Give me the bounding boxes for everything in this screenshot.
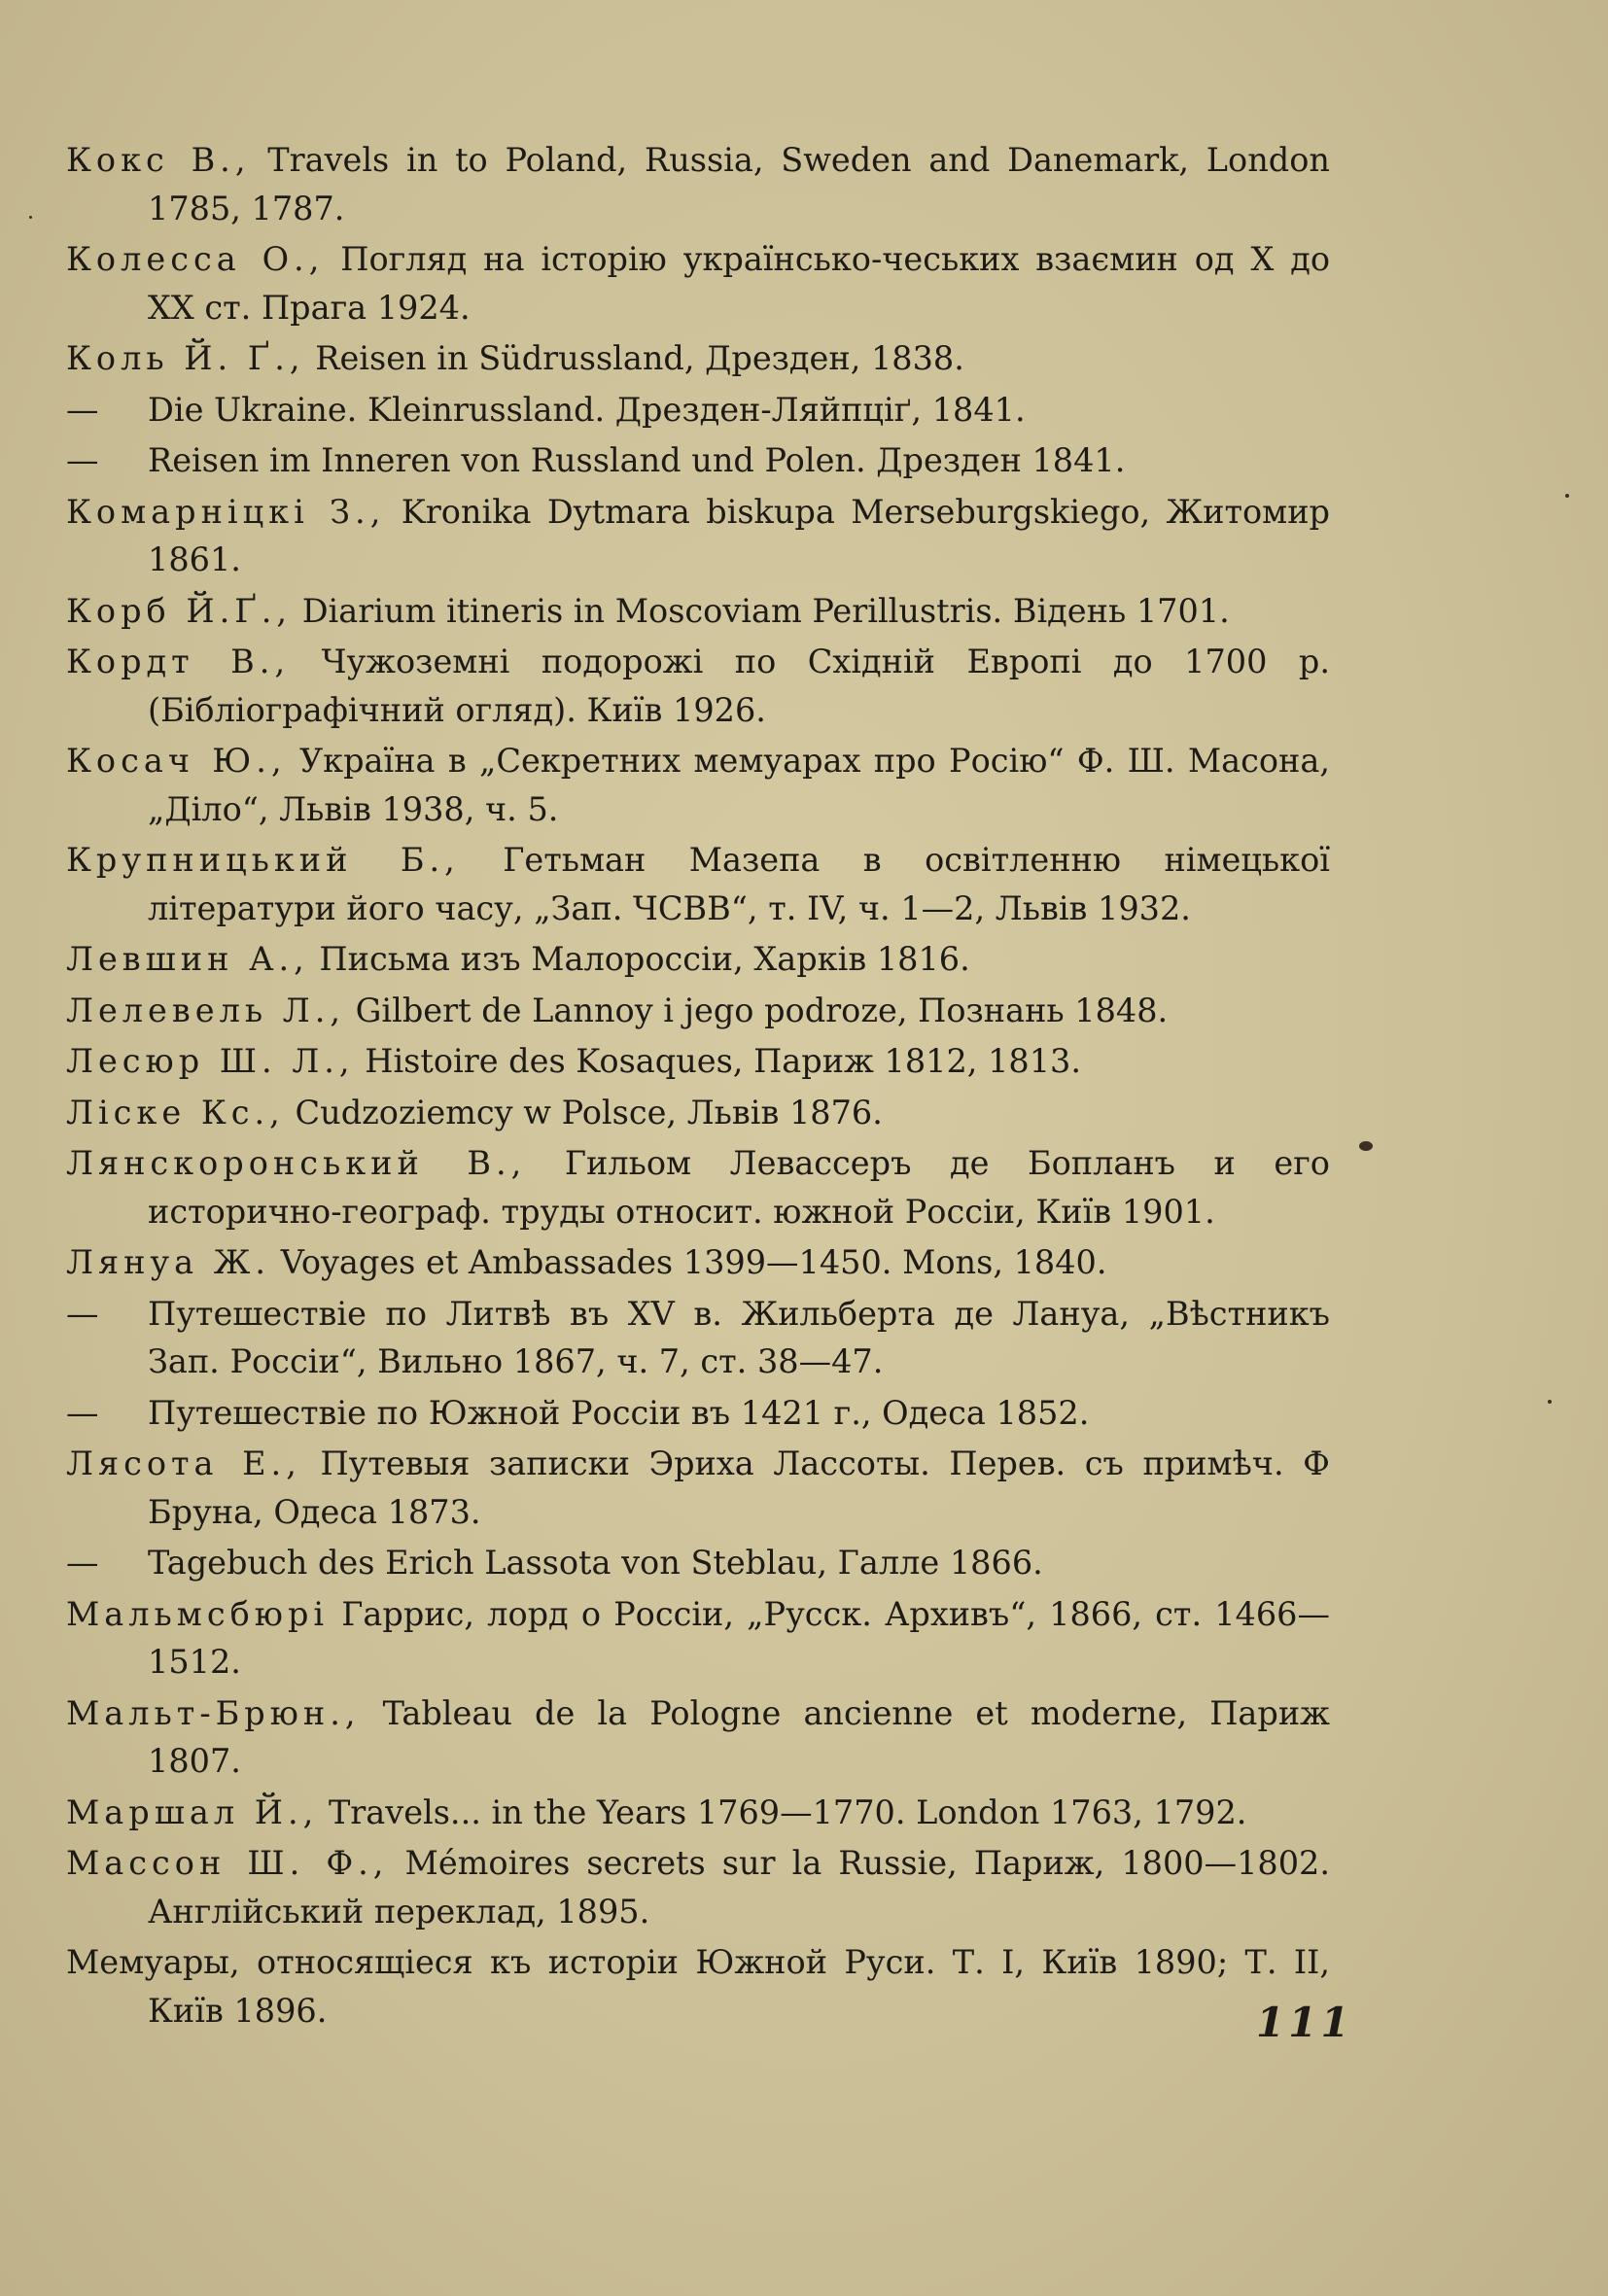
entry-text: Путевыя записки Эриха Лассоты. Перев. съ примѣч. Ф Бруна, Одеса 1873.: [148, 1444, 1330, 1531]
bibliography-entry: [66, 1590, 1330, 1687]
entry-text: Travels... in the Years 1769—1770. London 1763, 1792.: [328, 1792, 1247, 1831]
entry-author: Мальт-Брюн.,: [66, 1693, 361, 1732]
entry-text: Mémoires secrets sur la Russie, Париж, 1800—1802. Англійський переклад, 1895.: [148, 1844, 1330, 1931]
entry-author: Лянскоронський В.,: [66, 1144, 527, 1182]
bibliography-entry: [66, 488, 1330, 584]
entry-text: Diarium itineris in Moscoviam Perillustris. Відень 1701.: [301, 591, 1230, 630]
entry-author: Ліске Кс.,: [66, 1093, 285, 1131]
bibliography-entry: [66, 935, 1330, 984]
bibliography-entry: [66, 334, 1330, 383]
entry-text: Путешествіе по Южной Россіи въ 1421 г., Одеса 1852.: [148, 1393, 1090, 1432]
bibliography-entry: [66, 638, 1330, 734]
bibliography-entry: [66, 1139, 1330, 1235]
bibliography-entry: [66, 1938, 1330, 2035]
bibliography-entry: [66, 1440, 1330, 1536]
bibliography-entry: [66, 836, 1330, 932]
entry-text: Tableau de la Pologne ancienne et moderne, Париж 1807.: [148, 1693, 1330, 1780]
entry-text: Гетьман Мазепа в освітленню німецької літератури його часу, „Зап. ЧСВВ“, т. IV, ч. 1—2, Львів 1932.: [148, 841, 1330, 927]
entry-author: Крупницький Б.,: [66, 841, 460, 879]
bibliography-entry: [66, 1238, 1330, 1287]
bibliography-entry: [66, 987, 1330, 1035]
ink-speck: [1565, 494, 1569, 498]
bibliography-entry: [66, 1789, 1330, 1837]
entry-author: Левшин А.,: [66, 940, 309, 978]
entry-text: Die Ukraine. Kleinrussland. Дрезден-Ляйпціґ, 1841.: [148, 390, 1026, 429]
ditto-dash: —: [66, 1393, 99, 1432]
bibliography-entry: [66, 1089, 1330, 1137]
bibliography-entry: [66, 1689, 1330, 1786]
bibliography-entry: [66, 386, 1330, 435]
entry-author: Кордт В.,: [66, 643, 291, 680]
entry-text: Cudzoziemcy w Polsce, Львів 1876.: [295, 1093, 883, 1131]
entry-text: Гаррис, лорд о Россіи, „Русск. Архивъ“, 1866, ст. 1466—1512.: [148, 1594, 1330, 1681]
bibliography-entry: [66, 737, 1330, 833]
bibliography-entry: [66, 1037, 1330, 1086]
entry-author: Массон Ш. Ф.,: [66, 1844, 389, 1882]
entry-text: Histoire des Kosaques, Париж 1812, 1813.: [365, 1042, 1081, 1080]
entry-text: Kronika Dytmara biskupa Merseburgskiego, Житомир 1861.: [148, 492, 1330, 578]
entry-author: Лясота Е.,: [66, 1444, 301, 1482]
entry-text: Письма изъ Малороссіи, Харків 1816.: [319, 940, 970, 978]
entry-text: Tagebuch des Erich Lassota von Steblau, Галле 1866.: [148, 1544, 1043, 1582]
ink-speck: [1548, 1400, 1552, 1404]
entry-author: Кокс В.,: [66, 141, 251, 179]
entry-author: Лелевель Л.,: [66, 991, 345, 1029]
entry-text: Мемуары, относящіеся къ исторіи Южной Руси. Т. I, Київ 1890; Т. II, Київ 1896.: [66, 1943, 1330, 2030]
ink-speck: [29, 216, 32, 219]
bibliography-list: [66, 136, 1330, 2037]
entry-author: Комарніцкі З.,: [66, 492, 386, 531]
bibliography-entry: [66, 436, 1330, 485]
ink-speck: [1359, 1141, 1373, 1151]
ditto-dash: —: [66, 1294, 99, 1333]
ditto-dash: —: [66, 1544, 99, 1582]
entry-author: Лесюр Ш. Л.,: [66, 1042, 355, 1080]
entry-text: Україна в „Секретних мемуарах про Росію“ Ф. Ш. Масона, „Діло“, Львів 1938, ч. 5.: [148, 742, 1330, 828]
entry-text: Gilbert de Lannoy i jego podroze, Познань 1848.: [355, 991, 1169, 1029]
entry-text: Travels in to Poland, Russia, Sweden and Danemark, London 1785, 1787.: [148, 141, 1330, 227]
entry-text: Гильом Левассеръ де Бопланъ и его исторично-географ. труды относит. южной Россіи, Київ 1901.: [148, 1144, 1330, 1231]
bibliography-entry: [66, 1539, 1330, 1587]
page-number: 111: [1256, 1999, 1353, 2046]
entry-text: Путешествіе по Литвѣ въ XV в. Жильберта де Лануа, „Вѣстникъ Зап. Россіи“, Вильно 1867, ч. 7, ст. 38—47.: [148, 1294, 1330, 1380]
entry-text: Reisen im Inneren von Russland und Polen. Дрезден 1841.: [148, 441, 1126, 479]
ditto-dash: —: [66, 441, 99, 479]
entry-text: Погляд на історію українсько-чеських взаємин од Х до ХХ ст. Прага 1924.: [148, 240, 1330, 327]
entry-author: Коль Й. Ґ.,: [66, 339, 305, 377]
entry-author: Лянуа Ж.: [66, 1243, 271, 1281]
entry-author: Мальмсбюрі: [66, 1594, 330, 1633]
bibliography-entry: [66, 1290, 1330, 1386]
entry-text: Voyages et Ambassades 1399—1450. Mons, 1840.: [280, 1243, 1107, 1281]
bibliography-entry: [66, 587, 1330, 636]
entry-author: Корб Й.Ґ.,: [66, 591, 293, 630]
bibliography-entry: [66, 1839, 1330, 1935]
bibliography-entry: [66, 235, 1330, 331]
entry-author: Маршал Й.,: [66, 1792, 319, 1831]
entry-text: Reisen in Südrussland, Дрезден, 1838.: [315, 339, 964, 377]
entry-author: Косач Ю.,: [66, 742, 287, 780]
bibliography-entry: [66, 1389, 1330, 1438]
entry-text: Чужоземні подорожі по Східній Европі до 1700 р. (Бібліографічний огляд). Київ 1926.: [148, 643, 1330, 729]
ditto-dash: —: [66, 390, 99, 429]
entry-author: Колесса О.,: [66, 240, 325, 278]
bibliography-entry: [66, 136, 1330, 232]
